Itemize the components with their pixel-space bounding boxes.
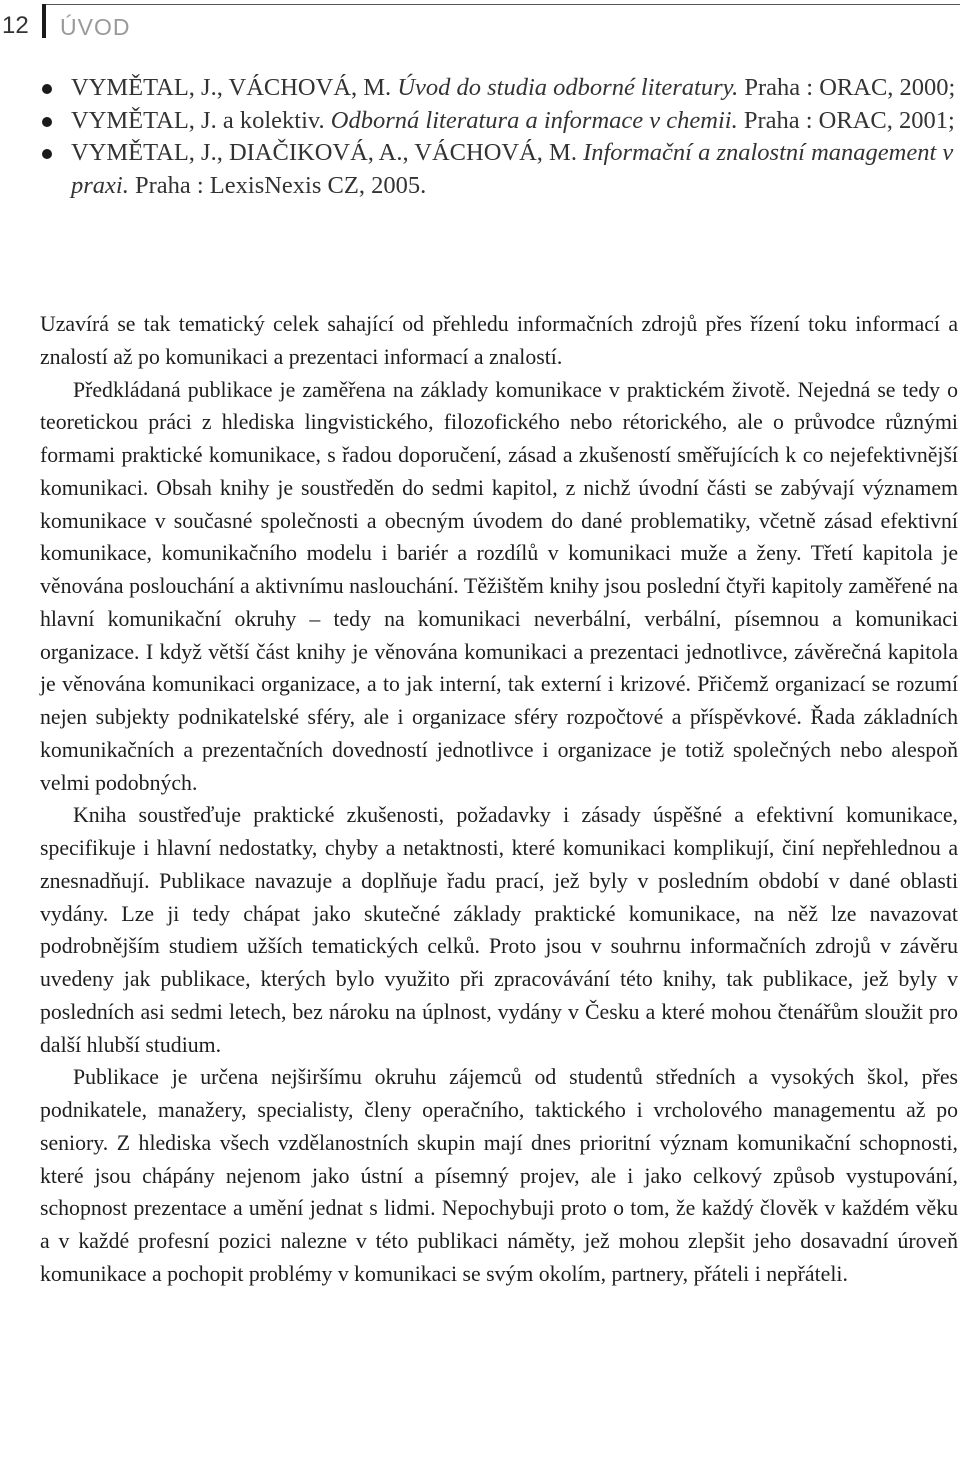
header-bar xyxy=(42,4,46,38)
paragraph: Předkládaná publikace je zaměřena na základy komunikace v praktickém životě. Nejedná se tedy o teoretickou práci z hlediska lingvistického, filozofického nebo rétorického, ale o průvodce různými formami praktické komunikace, s řadou doporučení, zásad a zkušeností směřujících k co nejefektivnější komunikaci. Obsah knihy je soustředěn do sedmi kapitol, z nichž úvodní části se zabývají významem komunikace v současné společnosti a obecným úvodem do dané problematiky, včetně zásad efektivní komunikace, komunikačního modelu i bariér a rozdílů v komunikaci muže a ženy. Třetí kapitola je věnována poslouchání a aktivnímu naslouchání. Těžištěm knihy jsou poslední čtyři kapitoly zaměřené na hlavní komunikační okruhy – tedy na komunikaci neverbální, verbální, písemnou a komunikaci organizace. I když větší část knihy je věnována komunikaci a prezentaci jednotlivce, závěrečná kapitola je věnována komunikaci organizace, a to jak interní, tak externí i krizové. Přičemž organizací se rozumí nejen subjekty podnikatelské sféry, ale i organizace sféry rozpočtové a příspěvkové. Řada základních komunikačních a prezentačních dovedností jednotlivce i organizace je totiž společných nebo alespoň velmi podobných. xyxy=(40,377,958,795)
paragraph: Kniha soustřeďuje praktické zkušenosti, požadavky i zásady úspěšné a efektivní komunikace, specifikuje i hlavní nedostatky, chyby a netaktnosti, které komunikaci komplikují, činí nepřehlednou a znesnadňují. Publikace navazuje a doplňuje řadu prací, jež byly v posledním období v dané oblasti vydány. Lze ji tedy chápat jako skutečné základy praktické komunikace, na něž lze navazovat podrobnějším studiem užších tematických celků. Proto jsou v souhrnu informačních zdrojů v závěru uvedeny jak publikace, kterých bylo využito při zpracovávání této knihy, tak publikace, jež byly v posledních asi sedmi letech, bez nároku na úplnost, vydány v Česku a které mohou čtenářům sloužit pro další hlubší studium. xyxy=(40,803,958,1057)
reference-item xyxy=(40,137,958,202)
paragraph: Publikace je určena nejširšímu okruhu zájemců od studentů středních a vysokých škol, přes podnikatele, manažery, specialisty, členy operačního, taktického i vrcholového managementu až po seniory. Z hlediska všech vzdělanostních skupin mají dnes prioritní význam komunikační schopnosti, které jsou chápány nejenom jako ústní a písemný projev, ale i jako celkový způsob vystupování, schopnost prezentace a umění jednat s lidmi. Nepochybuji proto o tom, že každý člověk v každém věku a v každé profesní pozici nalezne v této publikaci náměty, jež mohou zlepšit jeho dosavadní úroveň komunikace a pochopit problémy v komunikaci se svým okolím, partnery, přáteli i nepřáteli. xyxy=(40,1065,958,1286)
reference-authors: VYMĚTAL, J. a kolektiv. xyxy=(71,106,331,134)
reference-item xyxy=(40,105,958,138)
reference-publication: Praha : LexisNexis CZ, 2005. xyxy=(128,171,427,199)
reference-authors: VYMĚTAL, J., DIAČIKOVÁ, A., VÁCHOVÁ, M. xyxy=(71,139,584,166)
bullet-icon xyxy=(42,117,52,127)
reference-item xyxy=(40,72,958,105)
reference-title: Odborná literatura a informace v chemii. xyxy=(330,106,738,134)
reference-publication: Praha : ORAC, 2000; xyxy=(738,74,956,101)
reference-list xyxy=(40,72,958,202)
header-rule xyxy=(46,4,960,5)
reference-title: Úvod do studia odborné literatury. xyxy=(397,74,739,101)
page-number: 12 xyxy=(2,12,29,39)
page-header xyxy=(0,0,960,48)
bullet-icon xyxy=(42,84,52,94)
reference-authors: VYMĚTAL, J., VÁCHOVÁ, M. xyxy=(71,74,398,101)
bullet-icon xyxy=(42,149,52,159)
reference-publication: Praha : ORAC, 2001; xyxy=(737,106,955,134)
chapter-title: ÚVOD xyxy=(60,14,131,40)
paragraph: Uzavírá se tak tematický celek sahající od přehledu informačních zdrojů přes řízení toku informací a znalostí až po komunikaci a prezentaci informací a znalostí. xyxy=(40,312,958,369)
body-text xyxy=(40,308,958,1291)
reference-title: Informační a znalostní management v praxi. xyxy=(71,139,954,199)
